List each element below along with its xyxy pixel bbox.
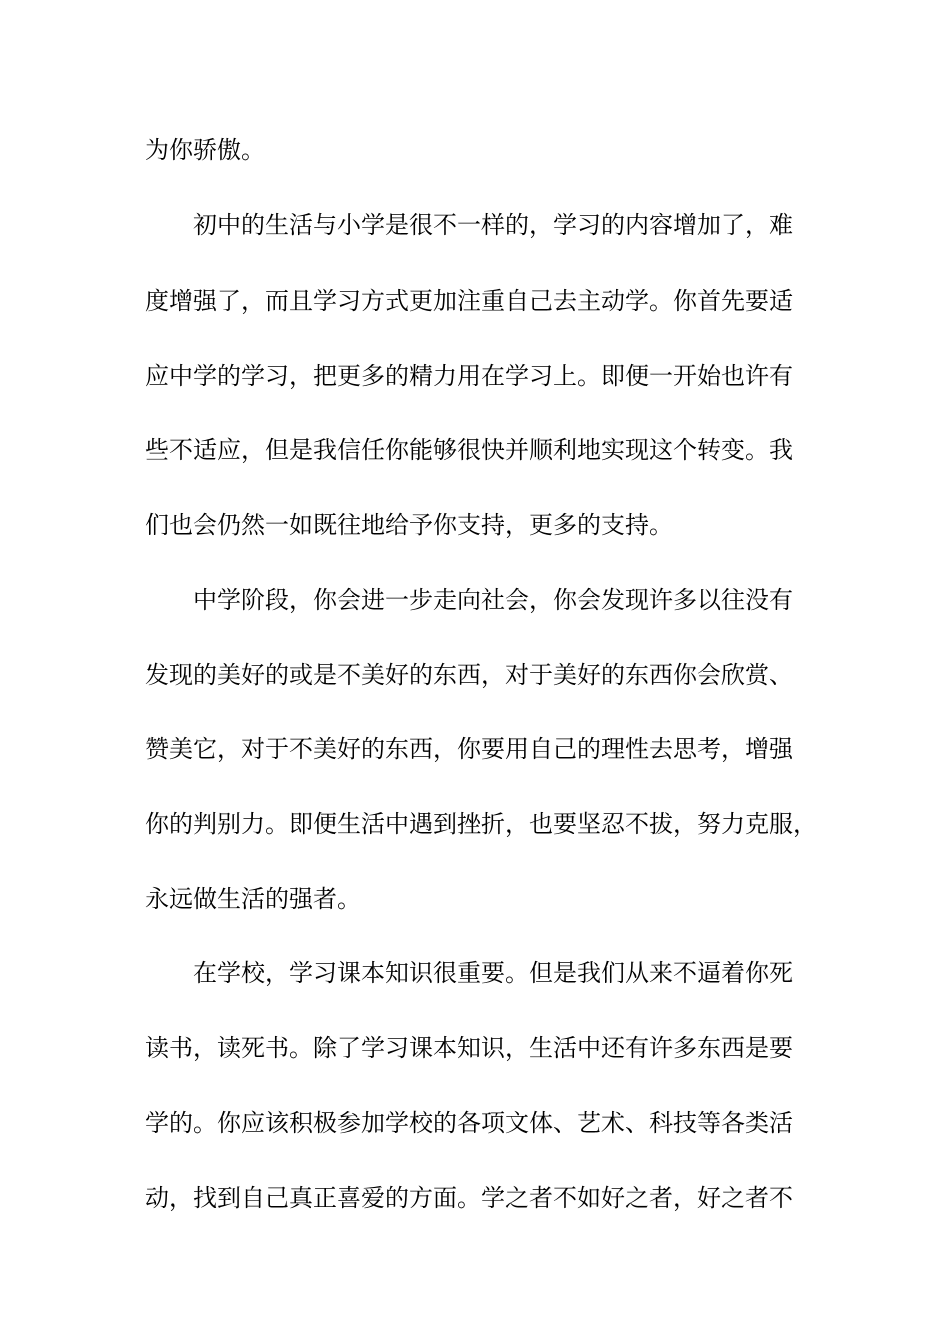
text-line: 度增强了，而且学习方式更加注重自己去主动学。你首先要适 <box>145 287 793 315</box>
paragraph-start-line: 在学校，学习课本知识很重要。但是我们从来不逼着你死 <box>193 959 793 987</box>
text-line: 学的。你应该积极参加学校的各项文体、艺术、科技等各类活 <box>145 1109 793 1137</box>
text-line: 永远做生活的强者。 <box>145 885 361 913</box>
text-line: 些不适应，但是我信任你能够很快并顺利地实现这个转变。我 <box>145 436 793 464</box>
text-line: 们也会仍然一如既往地给予你支持，更多的支持。 <box>145 511 673 539</box>
text-line: 应中学的学习，把更多的精力用在学习上。即便一开始也许有 <box>145 362 793 390</box>
text-line: 发现的美好的或是不美好的东西，对于美好的东西你会欣赏、 <box>145 661 793 689</box>
text-line: 动，找到自己真正喜爱的方面。学之者不如好之者，好之者不 <box>145 1184 793 1212</box>
text-line: 为你骄傲。 <box>145 136 265 164</box>
paragraph-start-line: 中学阶段，你会进一步走向社会，你会发现许多以往没有 <box>193 586 793 614</box>
text-line: 你的判别力。即便生活中遇到挫折，也要坚忍不拔，努力克服， <box>145 810 817 838</box>
paragraph-start-line: 初中的生活与小学是很不一样的，学习的内容增加了，难 <box>193 211 793 239</box>
text-line: 赞美它，对于不美好的东西，你要用自己的理性去思考，增强 <box>145 735 793 763</box>
text-line: 读书，读死书。除了学习课本知识，生活中还有许多东西是要 <box>145 1034 793 1062</box>
